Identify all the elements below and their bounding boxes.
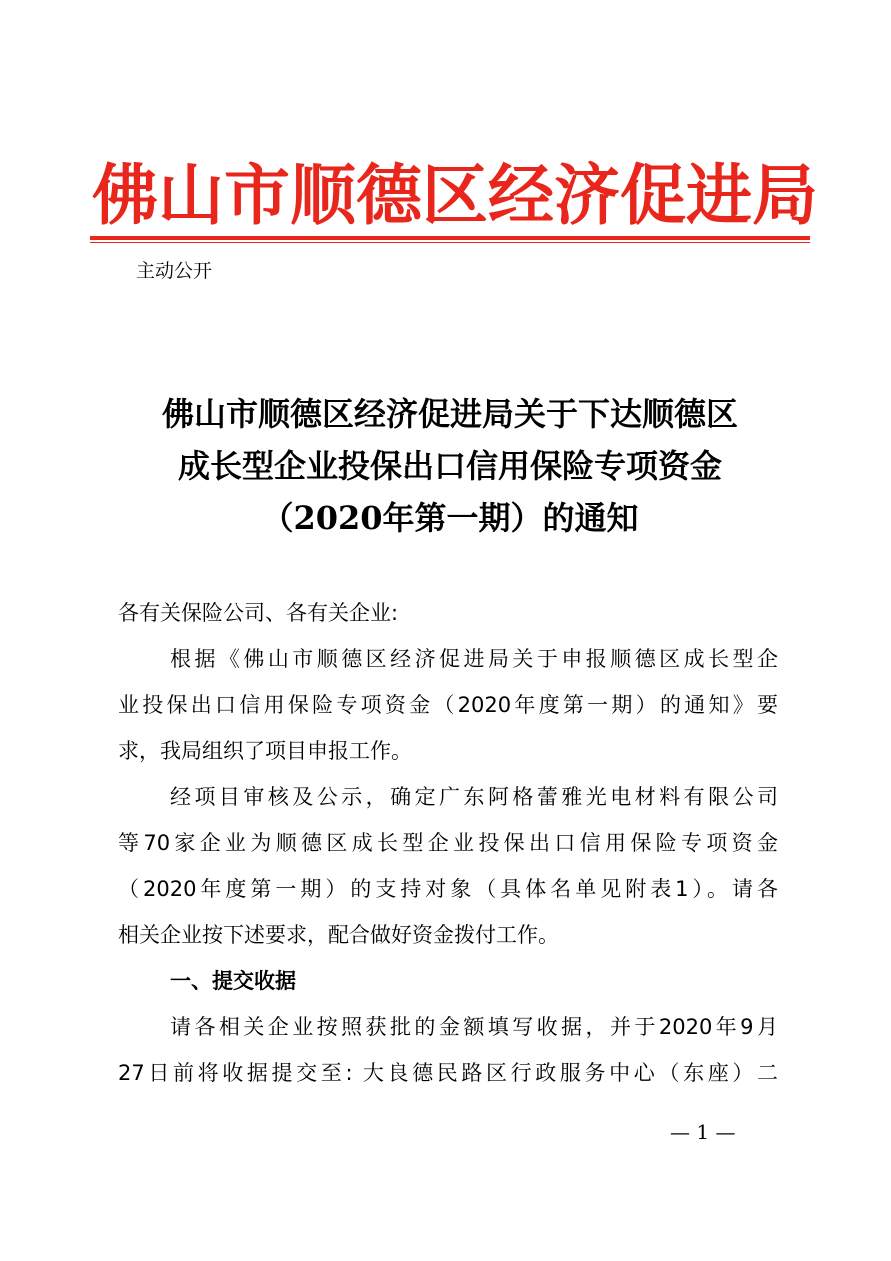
paragraph-2-line: 相关企业按下述要求，配合做好资金拨付工作。 — [118, 923, 559, 947]
notice-title-line: 成长型企业投保出口信用保险专项资金 — [177, 447, 722, 485]
notice-title-line: 佛山市顺德区经济促进局关于下达顺德区 — [161, 395, 738, 433]
masthead-rule-thick — [90, 236, 810, 240]
paragraph-1-line: 求，我局组织了项目申报工作。 — [118, 739, 412, 763]
masthead-rule-thin — [90, 242, 810, 243]
section-1-heading: 一、提交收据 — [170, 969, 296, 993]
notice-title — [90, 388, 810, 544]
paragraph-3-line: 27日前将收据提交至: 大良德民路区行政服务中心（东座）二 — [118, 1061, 778, 1085]
paragraph-2-line: （2020年度第一期）的支持对象（具体名单见附表1）。请各 — [118, 877, 778, 901]
paragraph-1-line: 根据《佛山市顺德区经济促进局关于申报顺德区成长型企 — [170, 647, 778, 671]
paragraph-1-line: 业投保出口信用保险专项资金（2020年度第一期）的通知》要 — [118, 693, 778, 717]
disclosure-label: 主动公开 — [136, 260, 213, 282]
salutation: 各有关保险公司、各有关企业: — [118, 601, 399, 625]
notice-title-line: （2020年第一期）的通知 — [261, 499, 639, 537]
notice-body — [118, 590, 778, 1096]
masthead-title: 佛山市顺德区经济促进局 — [92, 156, 818, 234]
paragraph-3-line: 请各相关企业按照获批的金额填写收据，并于2020年9月 — [170, 1015, 778, 1039]
paragraph-2-line: 经项目审核及公示，确定广东阿格蕾雅光电材料有限公司 — [170, 785, 778, 809]
paragraph-2-line: 等70家企业为顺德区成长型企业投保出口信用保险专项资金 — [118, 831, 778, 855]
page-number: — 1 — — [670, 1120, 736, 1144]
